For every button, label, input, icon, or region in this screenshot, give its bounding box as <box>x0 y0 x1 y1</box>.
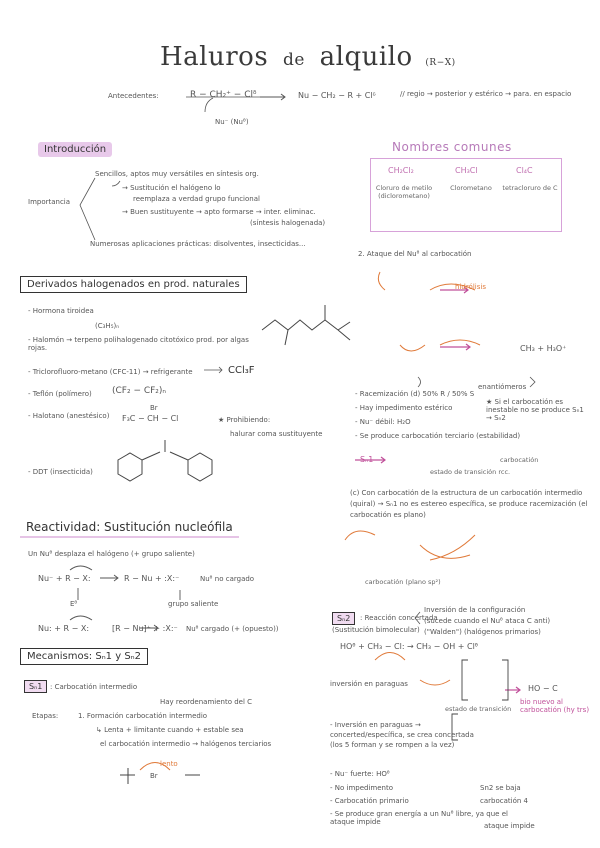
title-formula: (R−X) <box>425 58 456 68</box>
nota-carbocation: (c) Con carbocatión de la estructura de un carbocatión intermedio (quiral) → Sₙ1 no es estereo específica, se produce racemización (el carbocatión es plano) <box>350 489 588 519</box>
intro-line-4: → Buen sustituyente → apto formarse → inter. eliminac. <box>122 208 316 216</box>
sn2-ataque-impide: ataque impide <box>484 822 535 830</box>
sn2-inversion-label: inversión en paraguas <box>330 680 408 688</box>
intro-line-2: → Sustitución el halógeno lo <box>122 184 221 192</box>
sn2-inversion-detalle: - Inversión en paraguas → concerted/específica, se crea concertada (los 5 forman y se rompen a la vez) <box>330 721 474 749</box>
reactividad-eq2-right: [R − Nu]⁺ + :X:⁻ <box>112 624 178 633</box>
derivado-2: - Halomón → terpeno polihalogenado citotóxico prod. por algas rojas. <box>28 336 249 352</box>
intro-line-1: Sencillos, aptos muy versátiles en síntesis org. <box>95 170 259 178</box>
etapas-label: Etapas: <box>32 712 59 720</box>
title-alquilo: alquilo <box>319 42 413 72</box>
cfc-formula: CCl₃F <box>228 365 255 376</box>
nota-roja: bio nuevo al carbocatión (hy trs) <box>520 698 590 714</box>
br-label: Br <box>150 772 158 780</box>
header-note: // regio → posterior y estérico → para. en espacio <box>400 90 572 98</box>
carbocation-plano: carbocatión (plano sp²) <box>365 578 441 586</box>
sn2-producto: HO − C <box>528 684 558 693</box>
sn2-nu-fuerte: - Nu⁻ fuerte: HOᶿ <box>330 770 390 778</box>
hormona-formula: (C₃H₅)ₙ <box>95 322 120 330</box>
sn2-eq: HOᶿ + CH₃ − Cl: → CH₃ − OH + Clᶿ <box>340 642 479 651</box>
sn2-estado-transicion: estado de transición <box>445 705 512 713</box>
sn2-inversion-2: (sucede cuando el Nuᶿ ataca C anti) <box>424 617 551 625</box>
reactividad-heading: Reactividad: Sustitución nucleófila <box>20 518 239 538</box>
page-title <box>160 42 456 72</box>
grupo-saliente: grupo saliente <box>168 600 219 608</box>
nota-prohibido-2: halurar coma sustituyente <box>230 430 323 438</box>
nu-debil: - Nu⁻ débil: H₂O <box>355 418 411 426</box>
derivado-5: - Halotano (anestésico) <box>28 412 110 420</box>
etapa-1: 1. Formación carbocatión intermedio <box>78 712 208 720</box>
derivados-heading: Derivados halogenados en prod. naturales <box>20 276 247 293</box>
sn1-tag: Sₙ1 <box>24 680 47 693</box>
sn2-impedimento: - No impedimento <box>330 784 393 792</box>
sn2-inversion-3: ("Walden") (halógenos primarios) <box>424 628 541 636</box>
mecanismos-heading: Mecanismos: Sₙ1 y Sₙ2 <box>20 648 148 665</box>
title-de: de <box>282 50 305 70</box>
nombre-formula-1: CH₂Cl₂ <box>388 166 414 175</box>
sn2-carbocation: - Carbocatión primario <box>330 797 409 805</box>
estabilidad: - Se produce carbocatión terciario (estabilidad) <box>355 432 521 440</box>
derivado-4: - Teflón (polímero) <box>28 390 92 398</box>
impedimento-sn1: - Hay impedimento estérico <box>355 404 453 412</box>
nombre-name-1: Cloruro de metilo (diclorometano) <box>375 184 433 200</box>
intro-heading: Introducción <box>38 142 112 157</box>
sn2-tag: Sₙ2 <box>332 612 355 625</box>
sn2-bajo: Sn2 se baja <box>480 784 521 792</box>
reactividad-line1: Un Nuᶿ desplaza el halógeno (+ grupo saliente) <box>28 550 195 558</box>
title-main: Haluros <box>160 42 269 72</box>
halotano-formula: F₃C − CH − Cl <box>122 414 179 423</box>
el-label: Eᶿ <box>70 600 78 608</box>
derivado-6: - DDT (insecticida) <box>28 468 93 476</box>
sn2-nota-final: - Se produce gran energía a un Nuᶿ libre, ya que el ataque impide <box>330 810 508 826</box>
nombre-name-3: tetracloruro de C <box>502 184 558 192</box>
intro-line-6: Numerosas aplicaciones prácticas: disolventes, insecticidas... <box>90 240 306 248</box>
product-right: CH₃ + H₃O⁺ <box>520 344 567 353</box>
antecedentes-label: Antecedentes: <box>108 92 159 100</box>
halotano-br: Br <box>150 404 158 412</box>
intro-line-5: (síntesis halogenada) <box>250 219 326 227</box>
hidrolisis-label: hidrólisis <box>455 283 486 291</box>
carbocation-label: carbocatión <box>500 456 539 464</box>
reactividad-eq2-left: Nu: + R − X: <box>38 624 90 633</box>
sn1-desc: : Carbocatión intermedio <box>50 683 138 691</box>
sn2-desc2: (Sustitución bimolecular) <box>332 626 420 634</box>
reaction-right: Nu − CH₂ − R + Clᵟ <box>298 91 376 100</box>
reactividad-eq1-right: R − Nu + :X:⁻ <box>124 574 180 583</box>
nota-racemizacion: ★ Si el carbocatión es inestable no se produce Sₙ1 → Sₙ2 <box>486 398 584 422</box>
intro-line-3: reemplaza a verdad grupo funcional <box>133 195 260 203</box>
reactividad-eq2-note: Nuᶿ cargado (+ (opuesto)) <box>186 625 279 633</box>
nucleophile-label: Nu⁻ (Nuᶿ) <box>215 118 249 126</box>
racemizacion: - Racemización (d) 50% R / 50% S <box>355 390 475 398</box>
reaction-left: R − CH₂⁺ − Clᵟ <box>190 90 257 100</box>
estado-transicion-sn1: estado de transición rcc. <box>430 468 511 476</box>
etapa-1-b: el carbocatión intermedio → halógenos terciarios <box>100 740 272 748</box>
etapa-1-a: ↳ Lenta + limitante cuando + estable sea <box>96 726 244 734</box>
sn2-carbocation-4: carbocatión 4 <box>480 797 528 805</box>
nombre-formula-2: CH₃Cl <box>455 166 478 175</box>
nota-prohibido: ★ Prohibiendo: <box>218 416 271 424</box>
derivado-3: - Triclorofluoro-metano (CFC-11) → refrigerante <box>28 368 193 376</box>
enantiomeros: enantiómeros <box>478 383 527 391</box>
sn1-sub: Hay reordenamiento del C <box>160 698 253 706</box>
sn2-desc: : Reacción concertada <box>360 614 438 622</box>
nombres-heading: Nombres comunes <box>392 140 512 154</box>
teflon-formula: (CF₂ − CF₂)ₙ <box>112 386 167 396</box>
reactividad-eq1-note: Nuᶿ no cargado <box>200 575 255 583</box>
ataque-heading: 2. Ataque del Nuᶿ al carbocatión <box>358 250 472 258</box>
lento-label: lento <box>160 760 178 768</box>
nombre-name-2: Clorometano <box>450 184 492 192</box>
derivado-1: - Hormona tiroidea <box>28 307 94 315</box>
importancia-label: Importancia <box>28 198 71 206</box>
reactividad-eq1-left: Nu⁻ + R − X: <box>38 574 91 583</box>
nombre-formula-3: Cl₄C <box>516 166 533 175</box>
sn1-inline-label: Sₙ1 <box>360 455 374 464</box>
sn2-inversion: Inversión de la configuración <box>424 606 526 614</box>
